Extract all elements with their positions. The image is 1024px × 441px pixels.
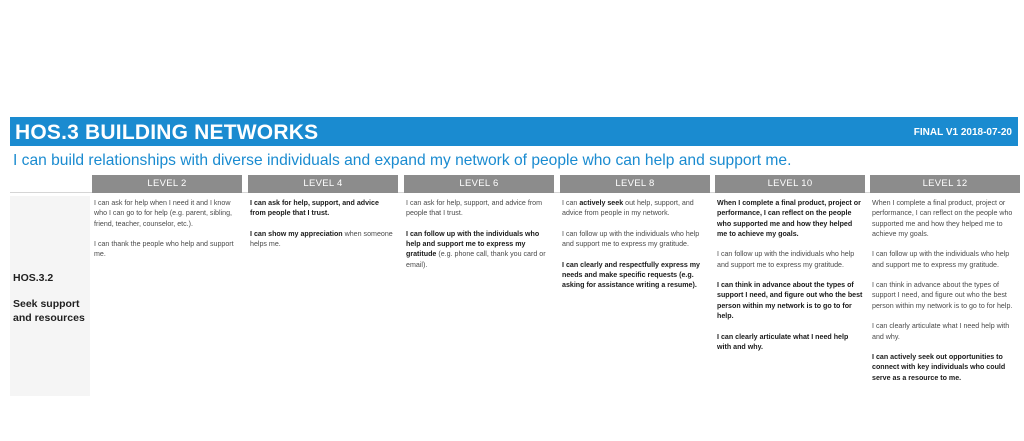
row-label-panel	[10, 196, 90, 396]
descriptor-emphasis: I can clearly and respectfully express my needs and make specific requests (e.g. asking for assistance writing a resume).	[562, 260, 701, 290]
descriptor-emphasis: I can follow up with the individuals who help and support me to express my gratitude	[406, 229, 540, 259]
descriptor-paragraph	[717, 198, 863, 239]
descriptor-paragraph	[406, 229, 552, 270]
level-header-6: LEVEL 6	[404, 175, 554, 193]
descriptor-text: I can thank the people who help and support me.	[94, 240, 234, 259]
descriptor-paragraph	[872, 280, 1018, 311]
descriptor-paragraph	[562, 198, 708, 219]
level-10-cell	[717, 198, 863, 362]
descriptor-text: I can think in advance about the types of support I need, and figure out who the best person within my network is to go to for help.	[872, 281, 1013, 310]
descriptor-emphasis: actively seek	[579, 199, 624, 207]
descriptor-paragraph	[872, 321, 1018, 342]
descriptor-emphasis: I can show my appreciation	[250, 229, 343, 238]
level-2-cell	[94, 198, 240, 270]
descriptor-paragraph	[717, 249, 863, 270]
descriptor-paragraph	[250, 198, 396, 219]
descriptor-text: I can ask for help, support, and advice from people that I trust.	[406, 199, 543, 218]
level-header-12: LEVEL 12	[870, 175, 1020, 193]
row-code: HOS.3.2	[13, 272, 54, 284]
descriptor-text: I can follow up with the individuals who help and support me to express my gratitude.	[562, 229, 700, 249]
descriptor-paragraph	[872, 198, 1018, 239]
level-8-cell	[562, 198, 708, 301]
descriptor-text: when someone helps me.	[250, 229, 393, 249]
descriptor-paragraph	[717, 332, 863, 353]
descriptor-emphasis: I can ask for help, support, and advice from people that I trust.	[250, 199, 379, 218]
descriptor-emphasis: I can actively seek out opportunities to connect with key individuals who could serve as a resource to me.	[872, 353, 1006, 382]
descriptor-paragraph	[406, 198, 552, 219]
descriptor-paragraph	[872, 249, 1018, 270]
level-header-10: LEVEL 10	[715, 175, 865, 193]
descriptor-text: I can follow up with the individuals who help and support me to express my gratitude.	[717, 250, 855, 269]
level-12-cell	[872, 198, 1018, 393]
descriptor-emphasis: I can clearly articulate what I need help with and why.	[717, 332, 849, 351]
descriptor-text: I can clearly articulate what I need help with and why.	[872, 322, 1010, 341]
descriptor-paragraph	[562, 260, 708, 291]
descriptor-text: I can ask for help when I need it and I know who I can go to for help (e.g. parent, sibling, friend, teacher, counselor, etc.).	[94, 199, 233, 228]
descriptor-paragraph	[94, 239, 240, 260]
descriptor-text: I can	[562, 199, 580, 207]
descriptor-paragraph	[94, 198, 240, 229]
descriptor-paragraph	[717, 280, 863, 321]
page-title: HOS.3 BUILDING NETWORKS	[15, 121, 319, 144]
descriptor-text: out help, support, and advice from people in my network.	[562, 199, 694, 218]
descriptor-text: (e.g. phone call, thank you card or email).	[406, 250, 546, 269]
level-header-4: LEVEL 4	[248, 175, 398, 193]
descriptor-emphasis: I can think in advance about the types of support I need, and figure out who the best person within my network is to go to for help.	[717, 281, 863, 321]
descriptor-text: When I complete a final product, project or performance, I can reflect on the people who supported me and how they helped me to achieve my goals.	[872, 199, 1013, 238]
version-label: FINAL V1 2018-07-20	[913, 127, 1012, 138]
descriptor-paragraph	[250, 229, 396, 250]
competency-statement: I can build relationships with diverse individuals and expand my network of people who can help and support me.	[13, 152, 792, 169]
title-banner	[10, 120, 1018, 146]
level-header-8: LEVEL 8	[560, 175, 710, 193]
descriptor-emphasis: When I complete a final product, project or performance, I can reflect on the people who supported me and how they helped me to achieve my goals.	[717, 199, 861, 238]
level-header-2: LEVEL 2	[92, 175, 242, 193]
level-6-cell	[406, 198, 552, 280]
row-name: Seek support and resources	[13, 298, 85, 324]
descriptor-text: I can follow up with the individuals who help and support me to express my gratitude.	[872, 250, 1010, 269]
level-4-cell	[250, 198, 396, 260]
descriptor-paragraph	[872, 352, 1018, 383]
descriptor-paragraph	[562, 229, 708, 250]
